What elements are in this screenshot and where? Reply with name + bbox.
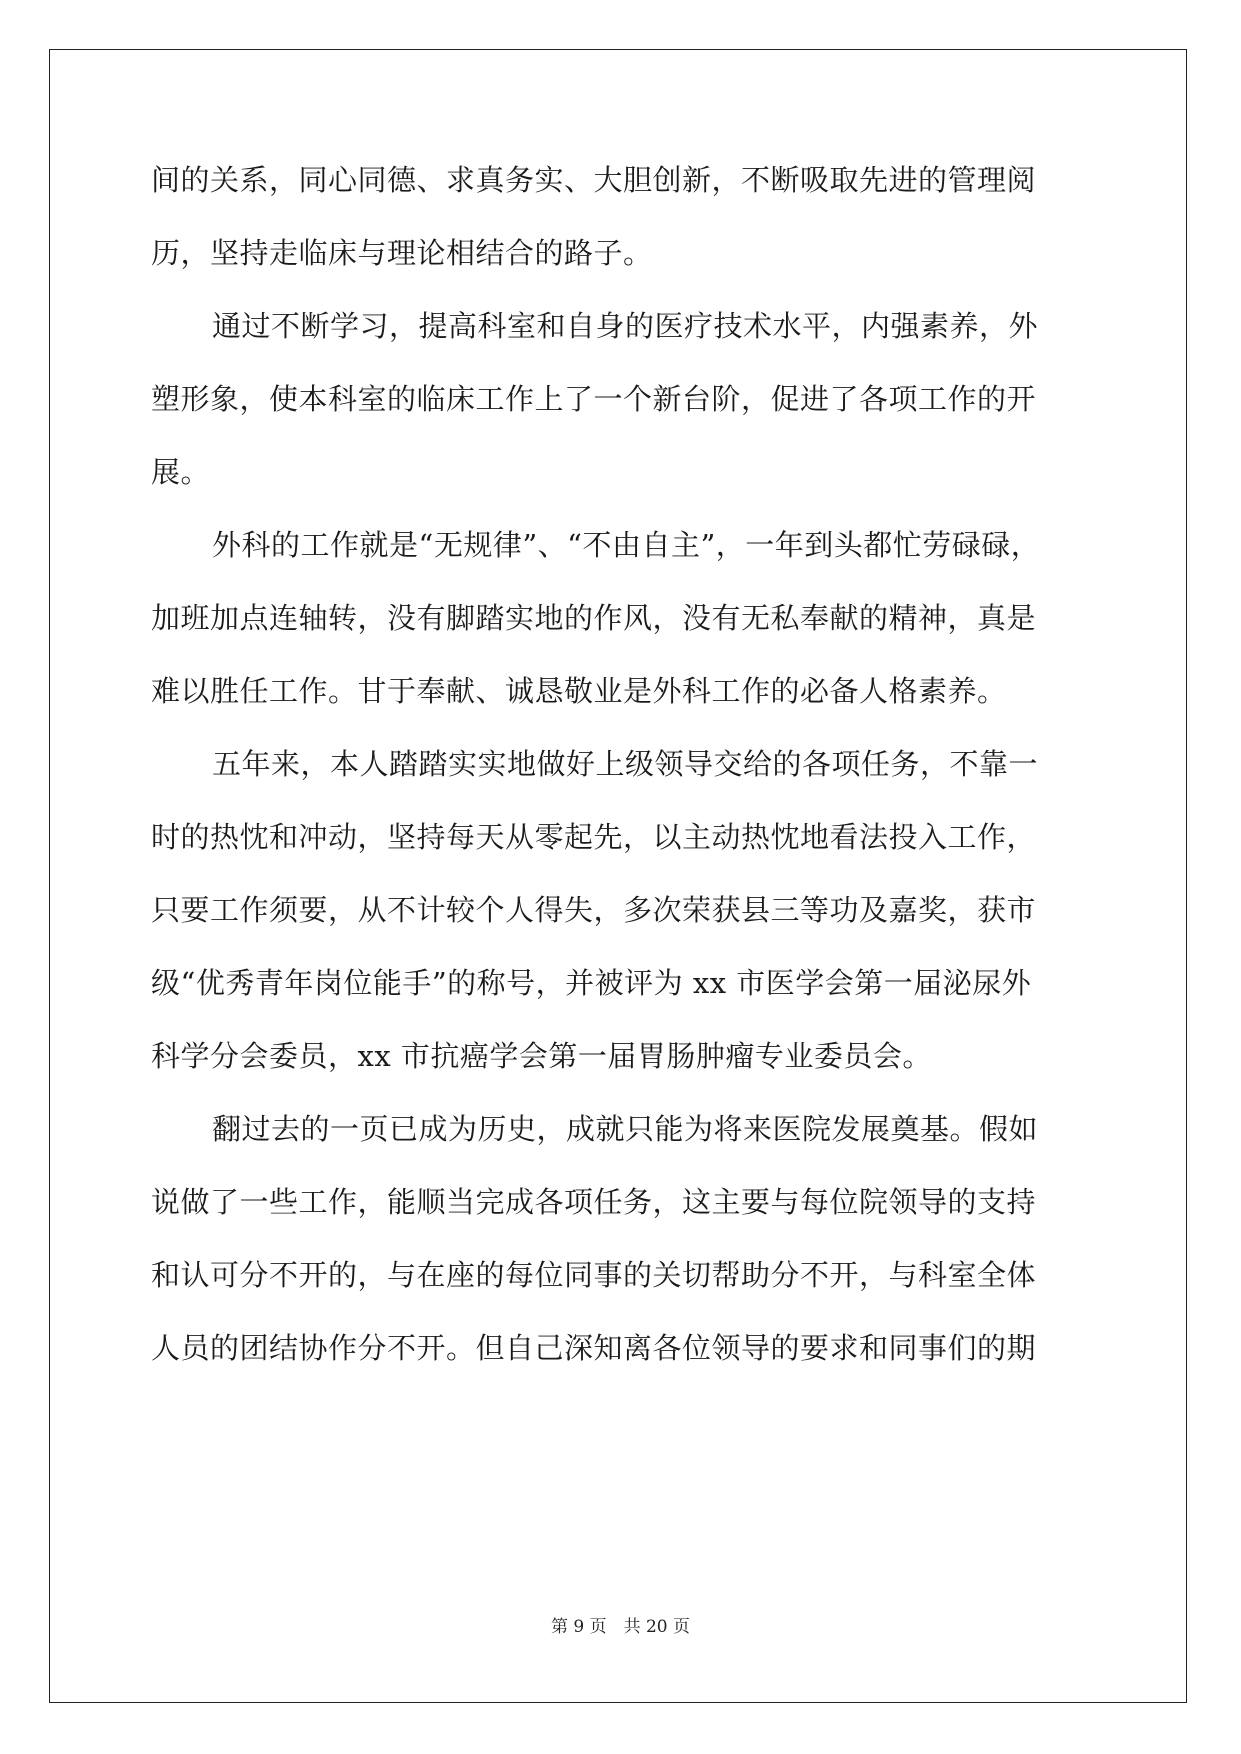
text-line: 级“优秀青年岗位能手”的称号，并被评为 xx 市医学会第一届泌尿外	[151, 966, 1032, 1000]
text-line: 塑形象，使本科室的临床工作上了一个新台阶，促进了各项工作的开	[151, 382, 1037, 416]
text-line: 只要工作须要，从不计较个人得失，多次荣获县三等功及嘉奖，获市	[151, 893, 1037, 927]
text-line: 时的热忱和冲动，坚持每天从零起先，以主动热忱地看法投入工作，	[151, 820, 1037, 854]
text-line: 展。	[151, 455, 211, 489]
text-line: 和认可分不开的，与在座的每位同事的关切帮助分不开，与科室全体	[151, 1258, 1037, 1292]
text-line: 加班加点连轴转，没有脚踏实地的作风，没有无私奉献的精神，真是	[151, 601, 1037, 635]
paragraph-first-line: 翻过去的一页已成为历史，成就只能为将来医院发展奠基。假如	[212, 1112, 1039, 1146]
text-line: 历，坚持走临床与理论相结合的路子。	[151, 236, 653, 270]
page-footer: 第 9 页 共 20 页	[550, 1617, 691, 1637]
text-line: 人员的团结协作分不开。但自己深知离各位领导的要求和同事们的期	[151, 1331, 1037, 1365]
text-line: 难以胜任工作。甘于奉献、诚恳敬业是外科工作的必备人格素养。	[151, 674, 1007, 708]
text-line: 科学分会委员，xx 市抗癌学会第一届胃肠肿瘤专业委员会。	[151, 1039, 932, 1073]
page-border	[49, 49, 1187, 1703]
paragraph-first-line: 通过不断学习，提高科室和自身的医疗技术水平，内强素养，外	[212, 309, 1039, 343]
paragraph-first-line: 外科的工作就是“无规律”、“不由自主”，一年到头都忙劳碌碌，	[212, 528, 1041, 562]
paragraph-first-line: 五年来，本人踏踏实实地做好上级领导交给的各项任务，不靠一	[212, 747, 1039, 781]
text-line: 间的关系，同心同德、求真务实、大胆创新，不断吸取先进的管理阅	[151, 163, 1037, 197]
text-line: 说做了一些工作，能顺当完成各项任务，这主要与每位院领导的支持	[151, 1185, 1037, 1219]
